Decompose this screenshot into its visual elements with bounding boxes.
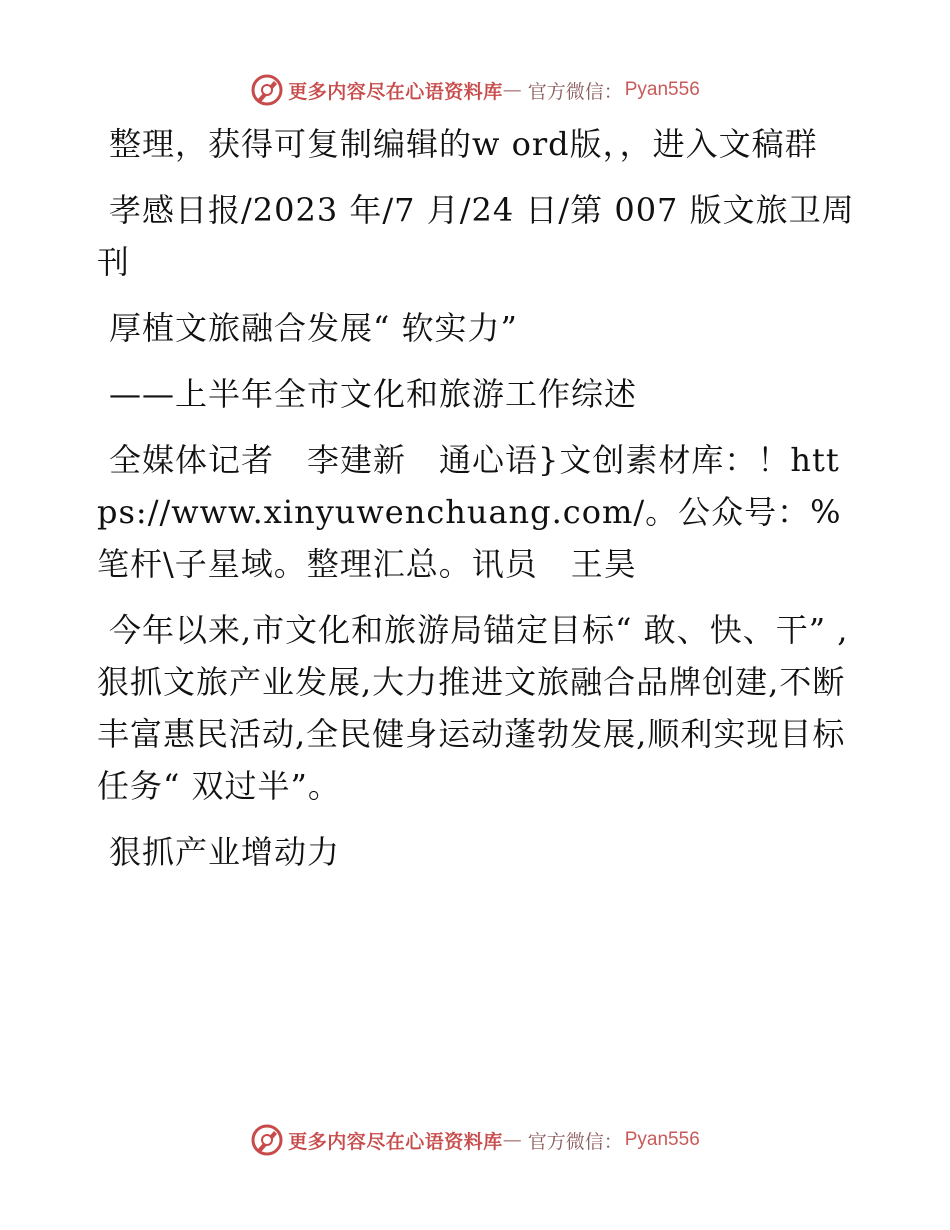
watermark-wechat-label: 官方微信： xyxy=(527,80,623,103)
intro-paragraph: 整理，获得可复制编辑的w ord版，，进入文稿群 xyxy=(109,125,818,163)
lead-paragraph: 今年以来,市文化和旅游局锚定目标“ 敢、快、干” ,狠抓文旅产业发展,大力推进文旅融合品牌创建,不断丰富惠民活动,全民健身运动蓬勃发展,顺利实现目标任务“ 双过半”。 xyxy=(97,611,849,805)
watermark-wechat-id: Pyan556 xyxy=(624,1129,700,1150)
footer-watermark xyxy=(0,1120,950,1160)
section-heading: 狠抓产业增动力 xyxy=(109,833,341,871)
watermark-wechat-id: Pyan556 xyxy=(624,79,700,100)
watermark-main-text: 更多内容尽在心语资料库 xyxy=(288,80,503,103)
document-body xyxy=(97,118,857,892)
watermark-dash: — xyxy=(502,1129,522,1151)
article-subtitle: ——上半年全市文化和旅游工作综述 xyxy=(109,375,638,413)
watermark-main-text: 更多内容尽在心语资料库 xyxy=(288,1130,503,1153)
pen-logo-icon xyxy=(250,73,284,107)
header-watermark xyxy=(0,70,950,110)
byline-paragraph: 全媒体记者 李建新 通心语}文创素材库：！https://www.xinyuwenchuang.com/。公众号：%笔杆\子星域。整理汇总。讯员 王昊 xyxy=(97,441,842,583)
source-line: 孝感日报/2023 年/7 月/24 日/第 007 版文旅卫周刊 xyxy=(97,191,855,281)
watermark-wechat-label: 官方微信： xyxy=(527,1130,623,1153)
watermark-dash: — xyxy=(502,79,522,101)
article-title: 厚植文旅融合发展“ 软实力” xyxy=(109,309,518,347)
pen-logo-icon xyxy=(250,1123,284,1157)
